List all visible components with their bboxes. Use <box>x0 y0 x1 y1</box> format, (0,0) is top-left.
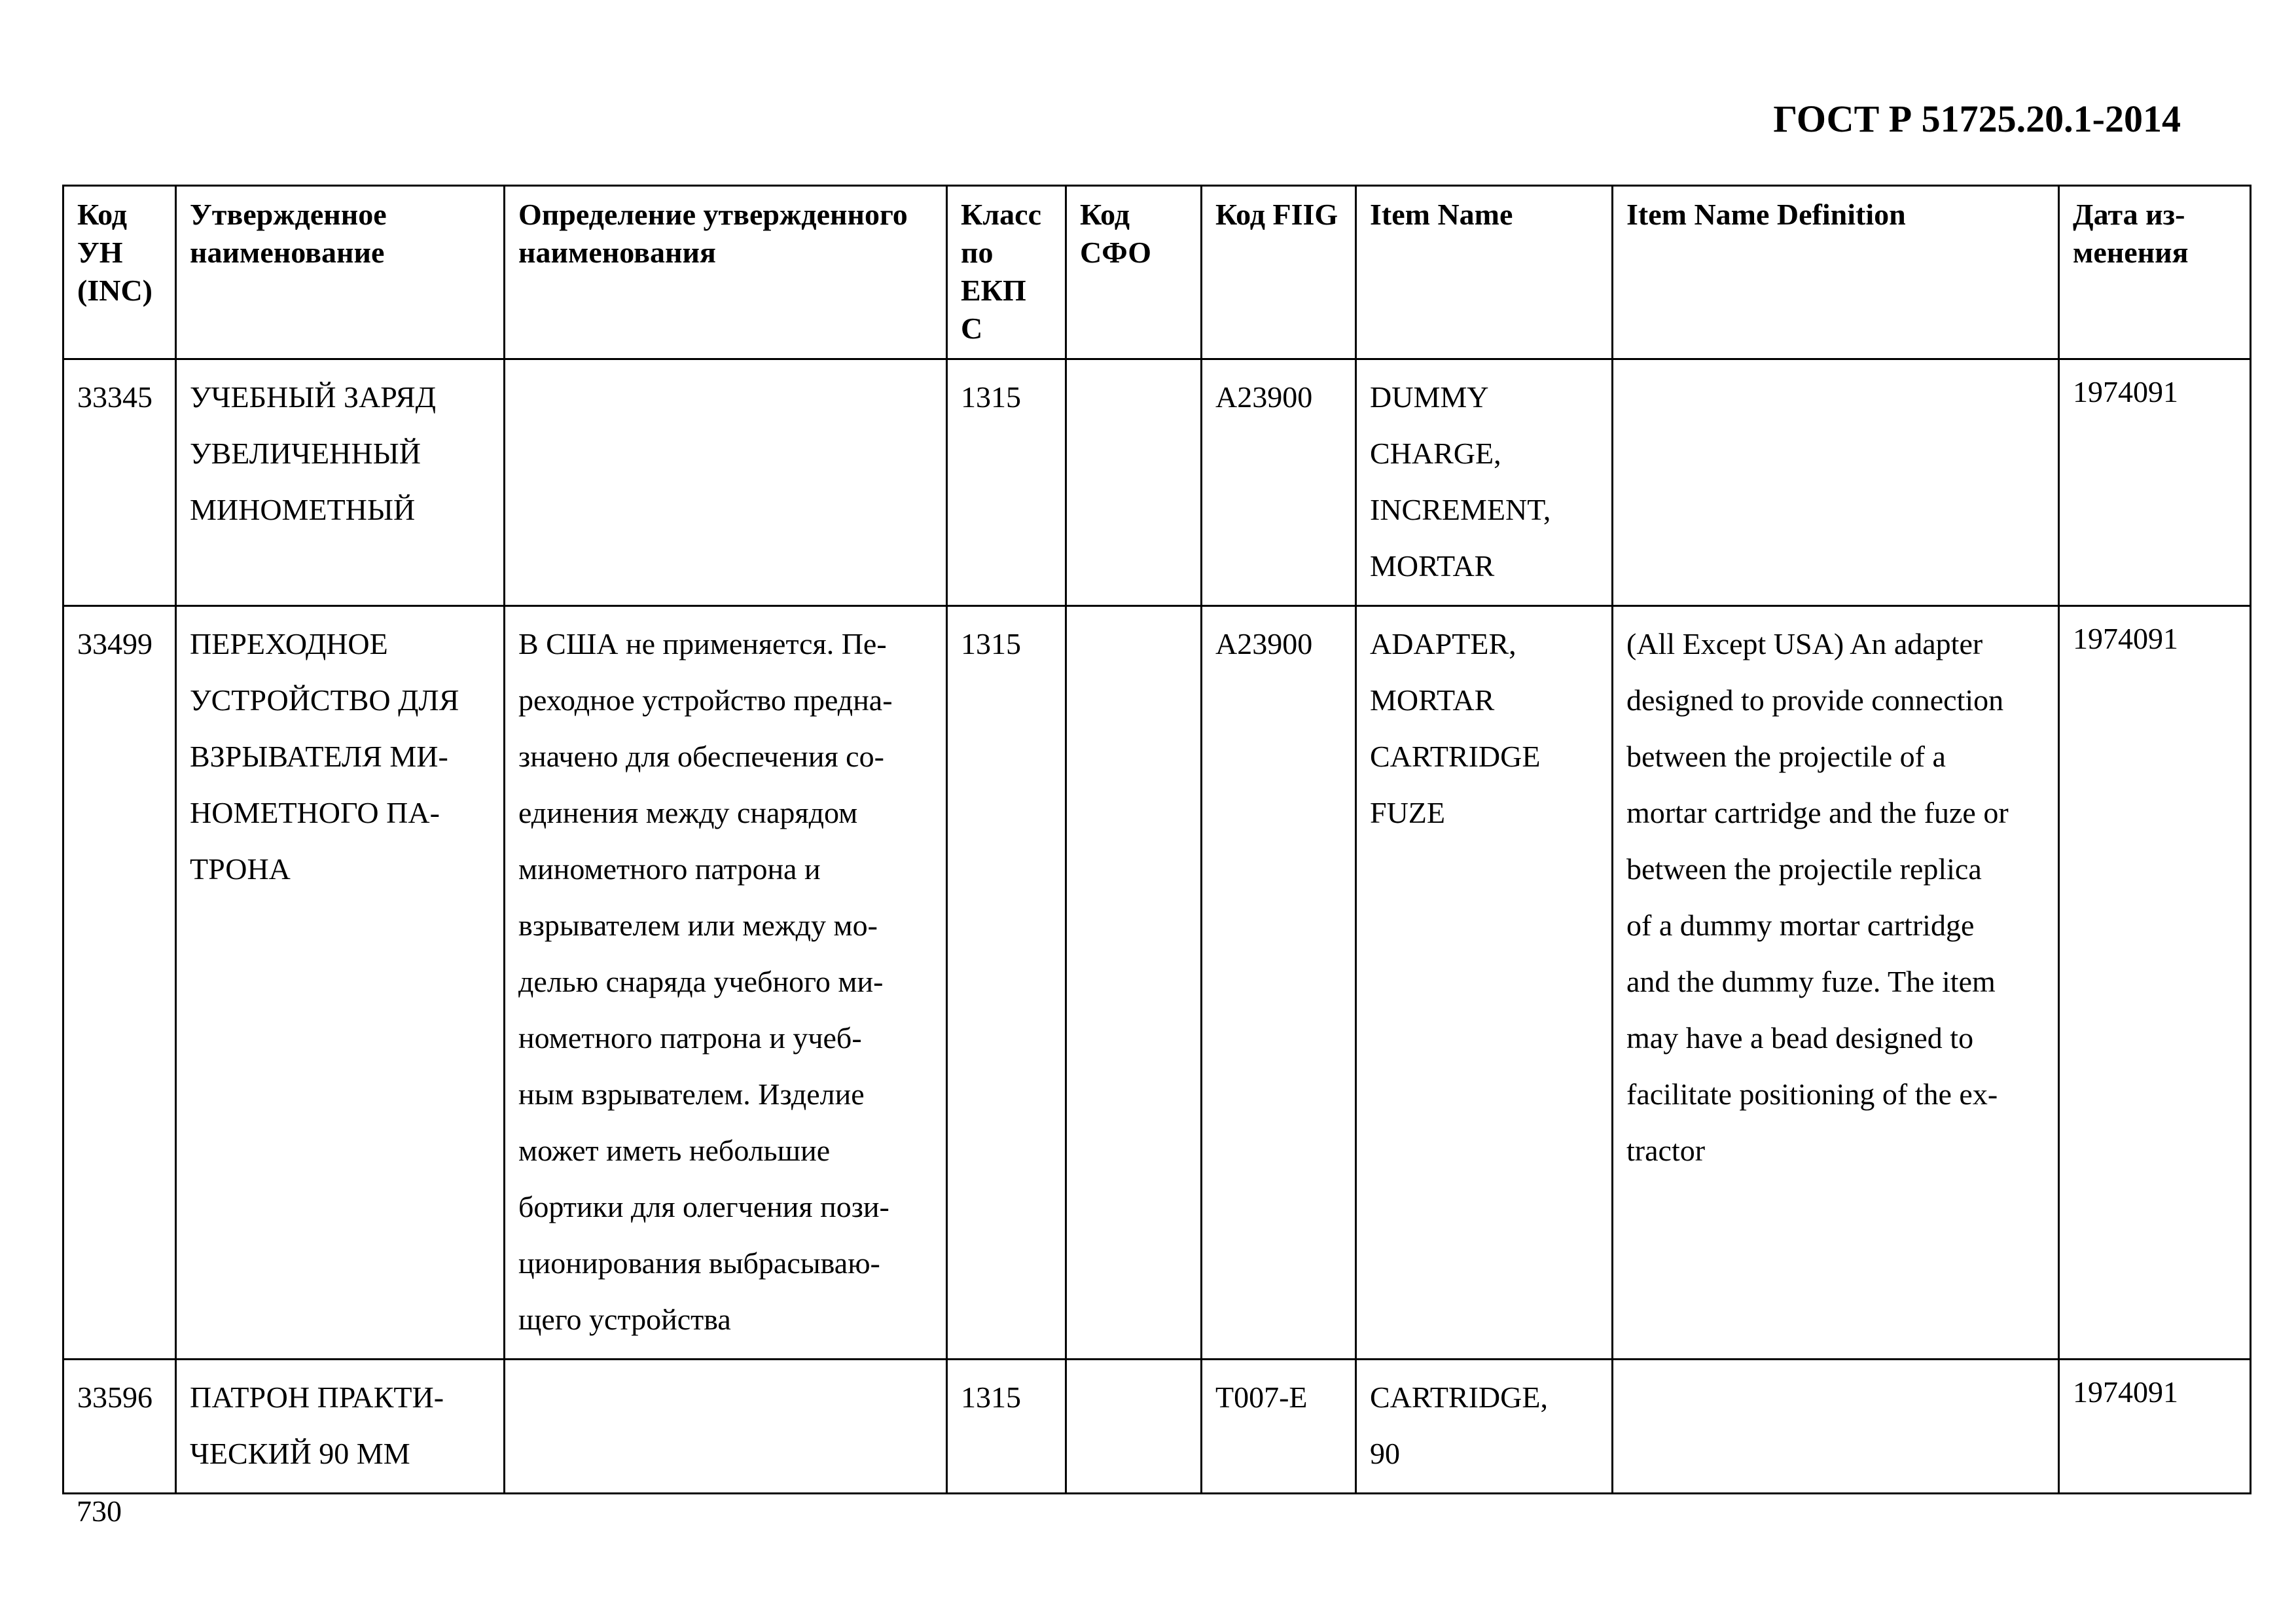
cell-inc: 33499 <box>63 606 176 1360</box>
cell-change-date: 1974091 <box>2059 606 2251 1360</box>
cell-ekps-class: 1315 <box>947 1360 1066 1494</box>
cell-name-ru: УЧЕБНЫЙ ЗАРЯД УВЕЛИЧЕННЫЙ МИНОМЕТНЫЙ <box>176 359 505 606</box>
column-header-item-name-definition: Item Name Definition <box>1613 186 2059 359</box>
column-header-name-definition-ru: Определение утвержденного наименования <box>505 186 947 359</box>
cell-name-ru: ПАТРОН ПРАКТИ- ЧЕСКИЙ 90 ММ <box>176 1360 505 1494</box>
column-header-sfo-code: Код СФО <box>1066 186 1202 359</box>
column-header-inc: Код УН (INC) <box>63 186 176 359</box>
table-row <box>63 359 2251 606</box>
cell-definition-ru: В США не применяется. Пе- реходное устройство предна- значено для обеспечения со- единения между снарядом минометного патрона и взрывателем или между мо- делью снаряда учебного ми- нометного патрона и учеб- ным взрывателем. Изделие может иметь небольшие бортики для олегчения пози- ционирования выбрасываю- щего устройства <box>505 606 947 1360</box>
item-name-table <box>62 185 2251 1494</box>
cell-definition-ru <box>505 359 947 606</box>
cell-item-name-definition: (All Except USA) An adapter designed to provide connection between the projectile of a mortar cartridge and the fuze or between the projectile replica of a dummy mortar cartridge and the dummy fuze. The item may have a bead designed to facilitate positioning of the ex- tractor <box>1613 606 2059 1360</box>
cell-sfo-code <box>1066 606 1202 1360</box>
cell-item-name-definition <box>1613 359 2059 606</box>
cell-item-name: DUMMY CHARGE, INCREMENT, MORTAR <box>1356 359 1613 606</box>
column-header-item-name: Item Name <box>1356 186 1613 359</box>
cell-inc: 33345 <box>63 359 176 606</box>
cell-ekps-class: 1315 <box>947 606 1066 1360</box>
table-row <box>63 606 2251 1360</box>
cell-inc: 33596 <box>63 1360 176 1494</box>
cell-fiig: A23900 <box>1202 359 1356 606</box>
cell-sfo-code <box>1066 1360 1202 1494</box>
column-header-change-date: Дата из- менения <box>2059 186 2251 359</box>
page-number: 730 <box>77 1494 122 1528</box>
column-header-fiig: Код FIIG <box>1202 186 1356 359</box>
cell-name-ru: ПЕРЕХОДНОЕ УСТРОЙСТВО ДЛЯ ВЗРЫВАТЕЛЯ МИ- НОМЕТНОГО ПА- ТРОНА <box>176 606 505 1360</box>
cell-ekps-class: 1315 <box>947 359 1066 606</box>
cell-change-date: 1974091 <box>2059 359 2251 606</box>
cell-definition-ru <box>505 1360 947 1494</box>
document-code: ГОСТ Р 51725.20.1-2014 <box>1773 98 2181 140</box>
cell-item-name: ADAPTER, MORTAR CARTRIDGE FUZE <box>1356 606 1613 1360</box>
cell-item-name: CARTRIDGE, 90 <box>1356 1360 1613 1494</box>
table-row <box>63 1360 2251 1494</box>
column-header-approved-name: Утвержденное наименование <box>176 186 505 359</box>
cell-fiig: A23900 <box>1202 606 1356 1360</box>
cell-sfo-code <box>1066 359 1202 606</box>
column-header-ekps-class: Класс по ЕКП С <box>947 186 1066 359</box>
cell-change-date: 1974091 <box>2059 1360 2251 1494</box>
cell-fiig: T007-E <box>1202 1360 1356 1494</box>
table-header-row <box>63 186 2251 359</box>
cell-item-name-definition <box>1613 1360 2059 1494</box>
